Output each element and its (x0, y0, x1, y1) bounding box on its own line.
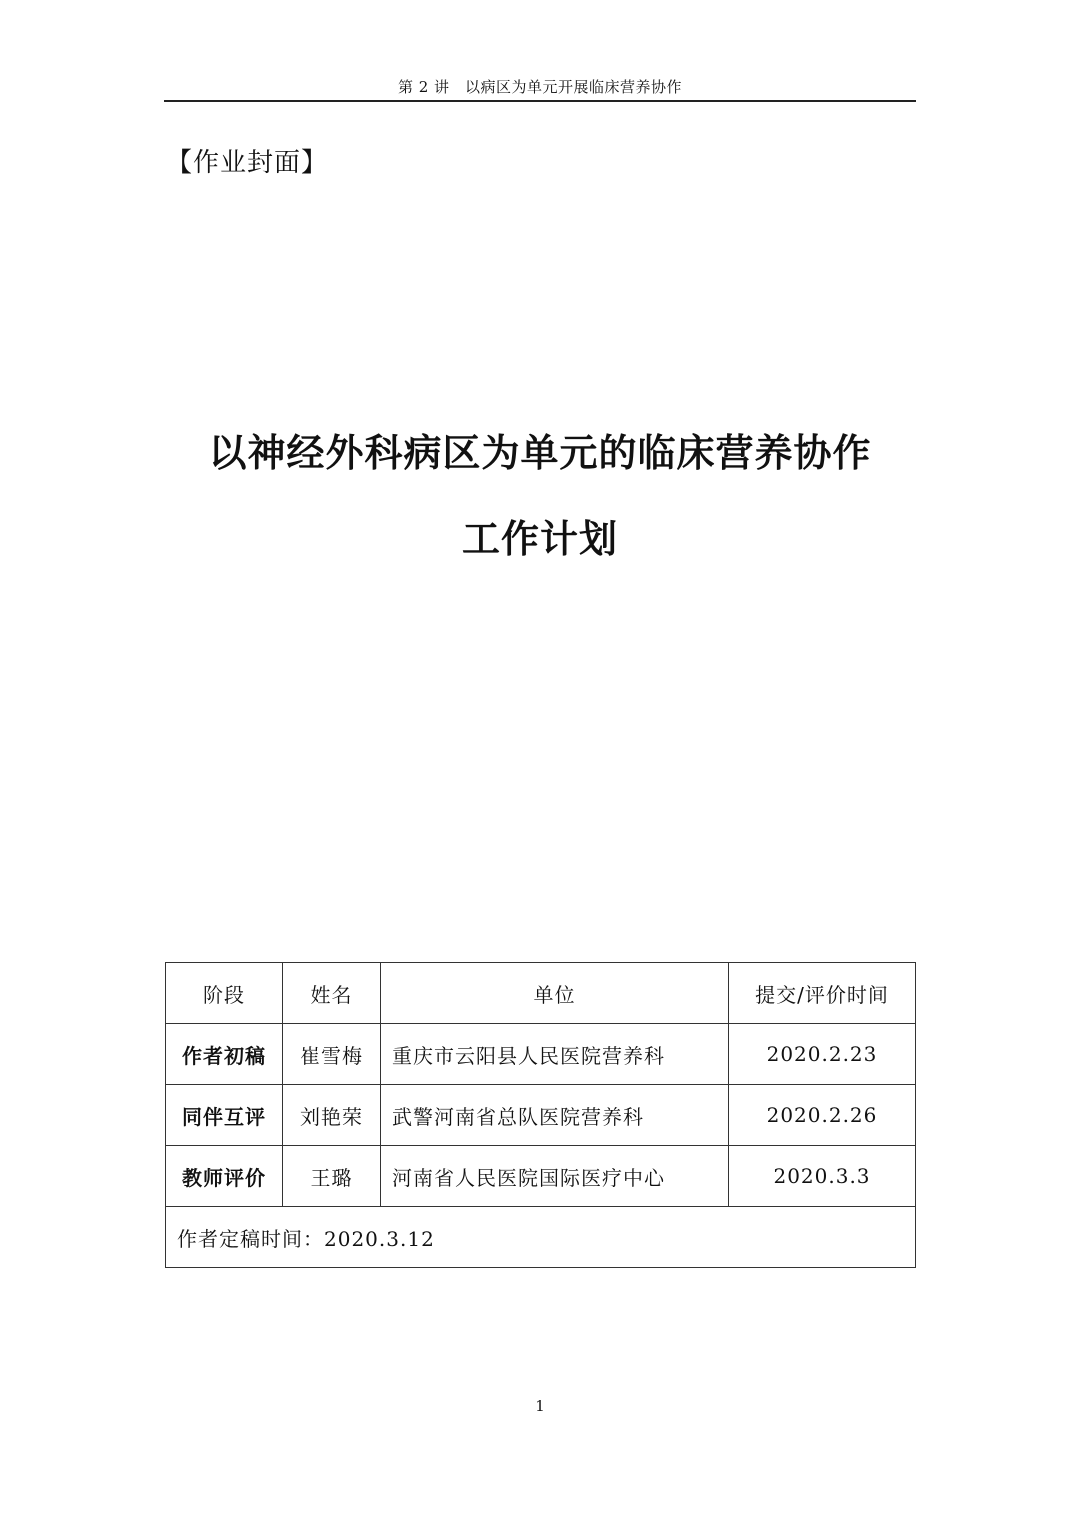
table-row (166, 1146, 916, 1207)
final-row (166, 1207, 916, 1268)
name-cell: 崔雪梅 (283, 1024, 381, 1085)
final-date-label: 作者定稿时间： (177, 1226, 324, 1251)
submission-info-table (165, 962, 916, 1268)
final-date-value: 2020.3.12 (324, 1226, 435, 1251)
running-header (164, 74, 916, 102)
date-cell: 2020.3.3 (729, 1146, 916, 1207)
name-cell: 王璐 (283, 1146, 381, 1207)
unit-cell: 河南省人民医院国际医疗中心 (381, 1146, 729, 1207)
cover-label: 【作业封面】 (166, 148, 329, 178)
final-date-cell (166, 1207, 916, 1268)
header-unit: 单位 (381, 963, 729, 1024)
unit-cell: 武警河南省总队医院营养科 (381, 1085, 729, 1146)
name-cell: 刘艳荣 (283, 1085, 381, 1146)
table-header-row (166, 963, 916, 1024)
stage-cell: 同伴互评 (166, 1085, 283, 1146)
header-time: 提交/评价时间 (729, 963, 916, 1024)
date-cell: 2020.2.23 (729, 1024, 916, 1085)
date-cell: 2020.2.26 (729, 1085, 916, 1146)
document-title-line-1: 以神经外科病区为单元的临床营养协作 (208, 431, 872, 475)
stage-cell: 作者初稿 (166, 1024, 283, 1085)
header-stage: 阶段 (166, 963, 283, 1024)
table-row (166, 1085, 916, 1146)
running-header-text: 第 2 讲 以病区为单元开展临床营养协作 (397, 78, 683, 96)
page-number: 1 (535, 1397, 545, 1415)
document-title-line-2: 工作计划 (461, 517, 618, 561)
table-row (166, 1024, 916, 1085)
stage-cell: 教师评价 (166, 1146, 283, 1207)
header-name: 姓名 (283, 963, 381, 1024)
unit-cell: 重庆市云阳县人民医院营养科 (381, 1024, 729, 1085)
